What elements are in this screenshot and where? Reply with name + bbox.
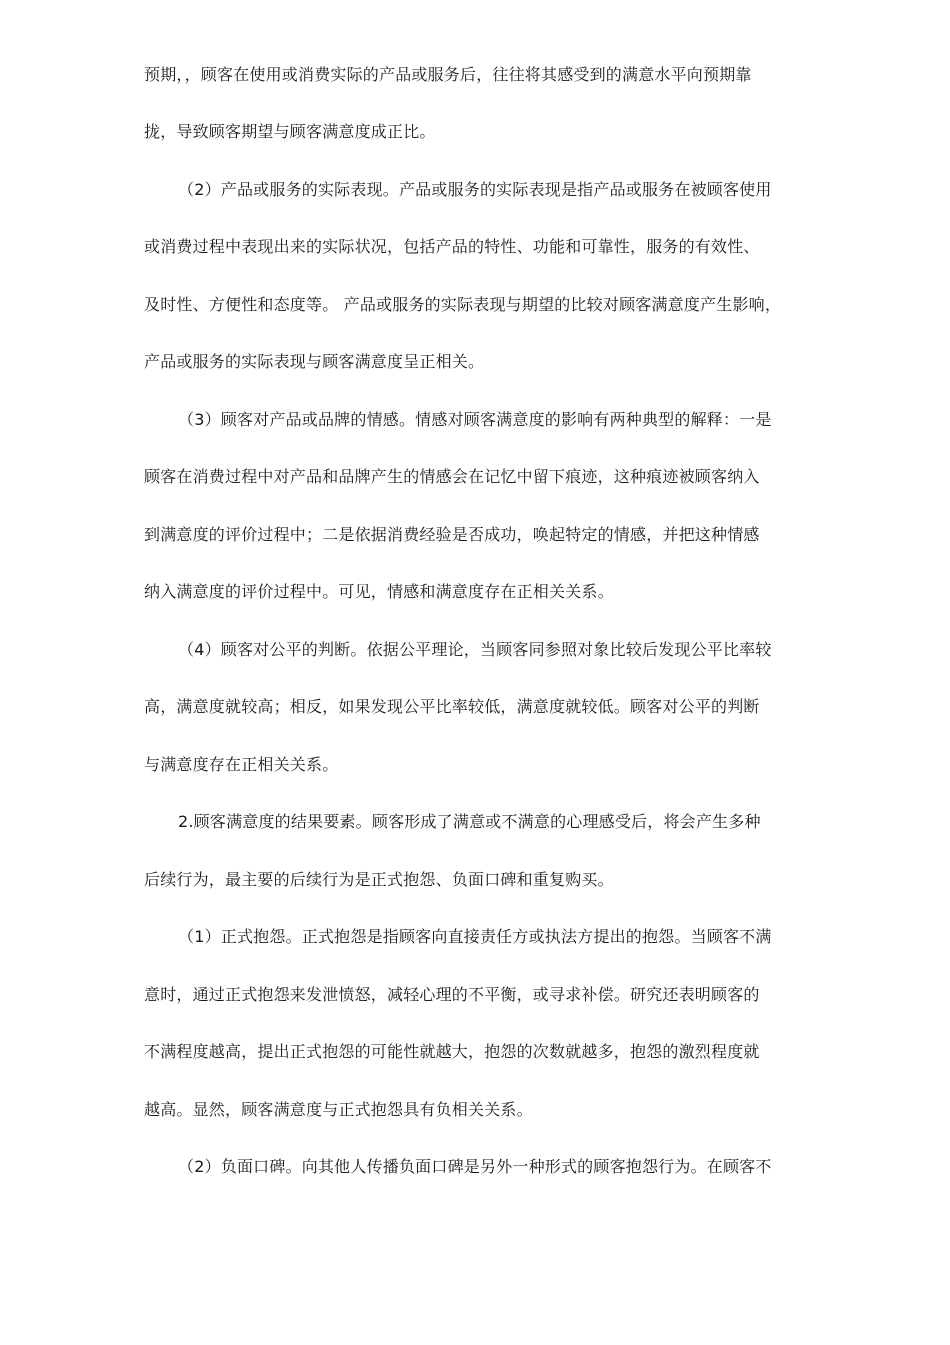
text-line: 或消费过程中表现出来的实际状况，包括产品的特性、功能和可靠性，服务的有效性、 <box>144 237 760 256</box>
text-line: 及时性、方便性和态度等。 产品或服务的实际表现与期望的比较对顾客满意度产生影响， <box>144 295 782 314</box>
text-line: 纳入满意度的评价过程中。可见，情感和满意度存在正相关关系。 <box>144 582 614 601</box>
text-line: 越高。显然，顾客满意度与正式抱怨具有负相关关系。 <box>144 1100 533 1119</box>
text-line: 顾客在消费过程中对产品和品牌产生的情感会在记忆中留下痕迹，这种痕迹被顾客纳入 <box>144 467 760 486</box>
paragraph-start: （1）正式抱怨。正式抱怨是指顾客向直接责任方或执法方提出的抱怨。当顾客不满 <box>178 927 772 946</box>
text-line: 到满意度的评价过程中；二是依据消费经验是否成功，唤起特定的情感，并把这种情感 <box>144 525 760 544</box>
text-line: 预期，，顾客在使用或消费实际的产品或服务后，往往将其感受到的满意水平向预期靠 <box>144 65 752 84</box>
text-line: 拢，导致顾客期望与顾客满意度成正比。 <box>144 122 436 141</box>
text-line: 与满意度存在正相关关系。 <box>144 755 339 774</box>
section-heading-line: 2.顾客满意度的结果要素。顾客形成了满意或不满意的心理感受后，将会产生多种 <box>178 812 761 831</box>
text-line: 后续行为，最主要的后续行为是正式抱怨、负面口碑和重复购买。 <box>144 870 614 889</box>
paragraph-start: （2）负面口碑。向其他人传播负面口碑是另外一种形式的顾客抱怨行为。在顾客不 <box>178 1157 772 1176</box>
text-line: 不满程度越高，提出正式抱怨的可能性就越大，抱怨的次数就越多，抱怨的激烈程度就 <box>144 1042 760 1061</box>
text-line: 高，满意度就较高；相反，如果发现公平比率较低，满意度就较低。顾客对公平的判断 <box>144 697 760 716</box>
paragraph-start: （3）顾客对产品或品牌的情感。情感对顾客满意度的影响有两种典型的解释：一是 <box>178 410 772 429</box>
paragraph-start: （2）产品或服务的实际表现。产品或服务的实际表现是指产品或服务在被顾客使用 <box>178 180 772 199</box>
paragraph-start: （4）顾客对公平的判断。依据公平理论，当顾客同参照对象比较后发现公平比率较 <box>178 640 772 659</box>
text-line: 意时，通过正式抱怨来发泄愤怒，减轻心理的不平衡，或寻求补偿。研究还表明顾客的 <box>144 985 760 1004</box>
text-line: 产品或服务的实际表现与顾客满意度呈正相关。 <box>144 352 485 371</box>
